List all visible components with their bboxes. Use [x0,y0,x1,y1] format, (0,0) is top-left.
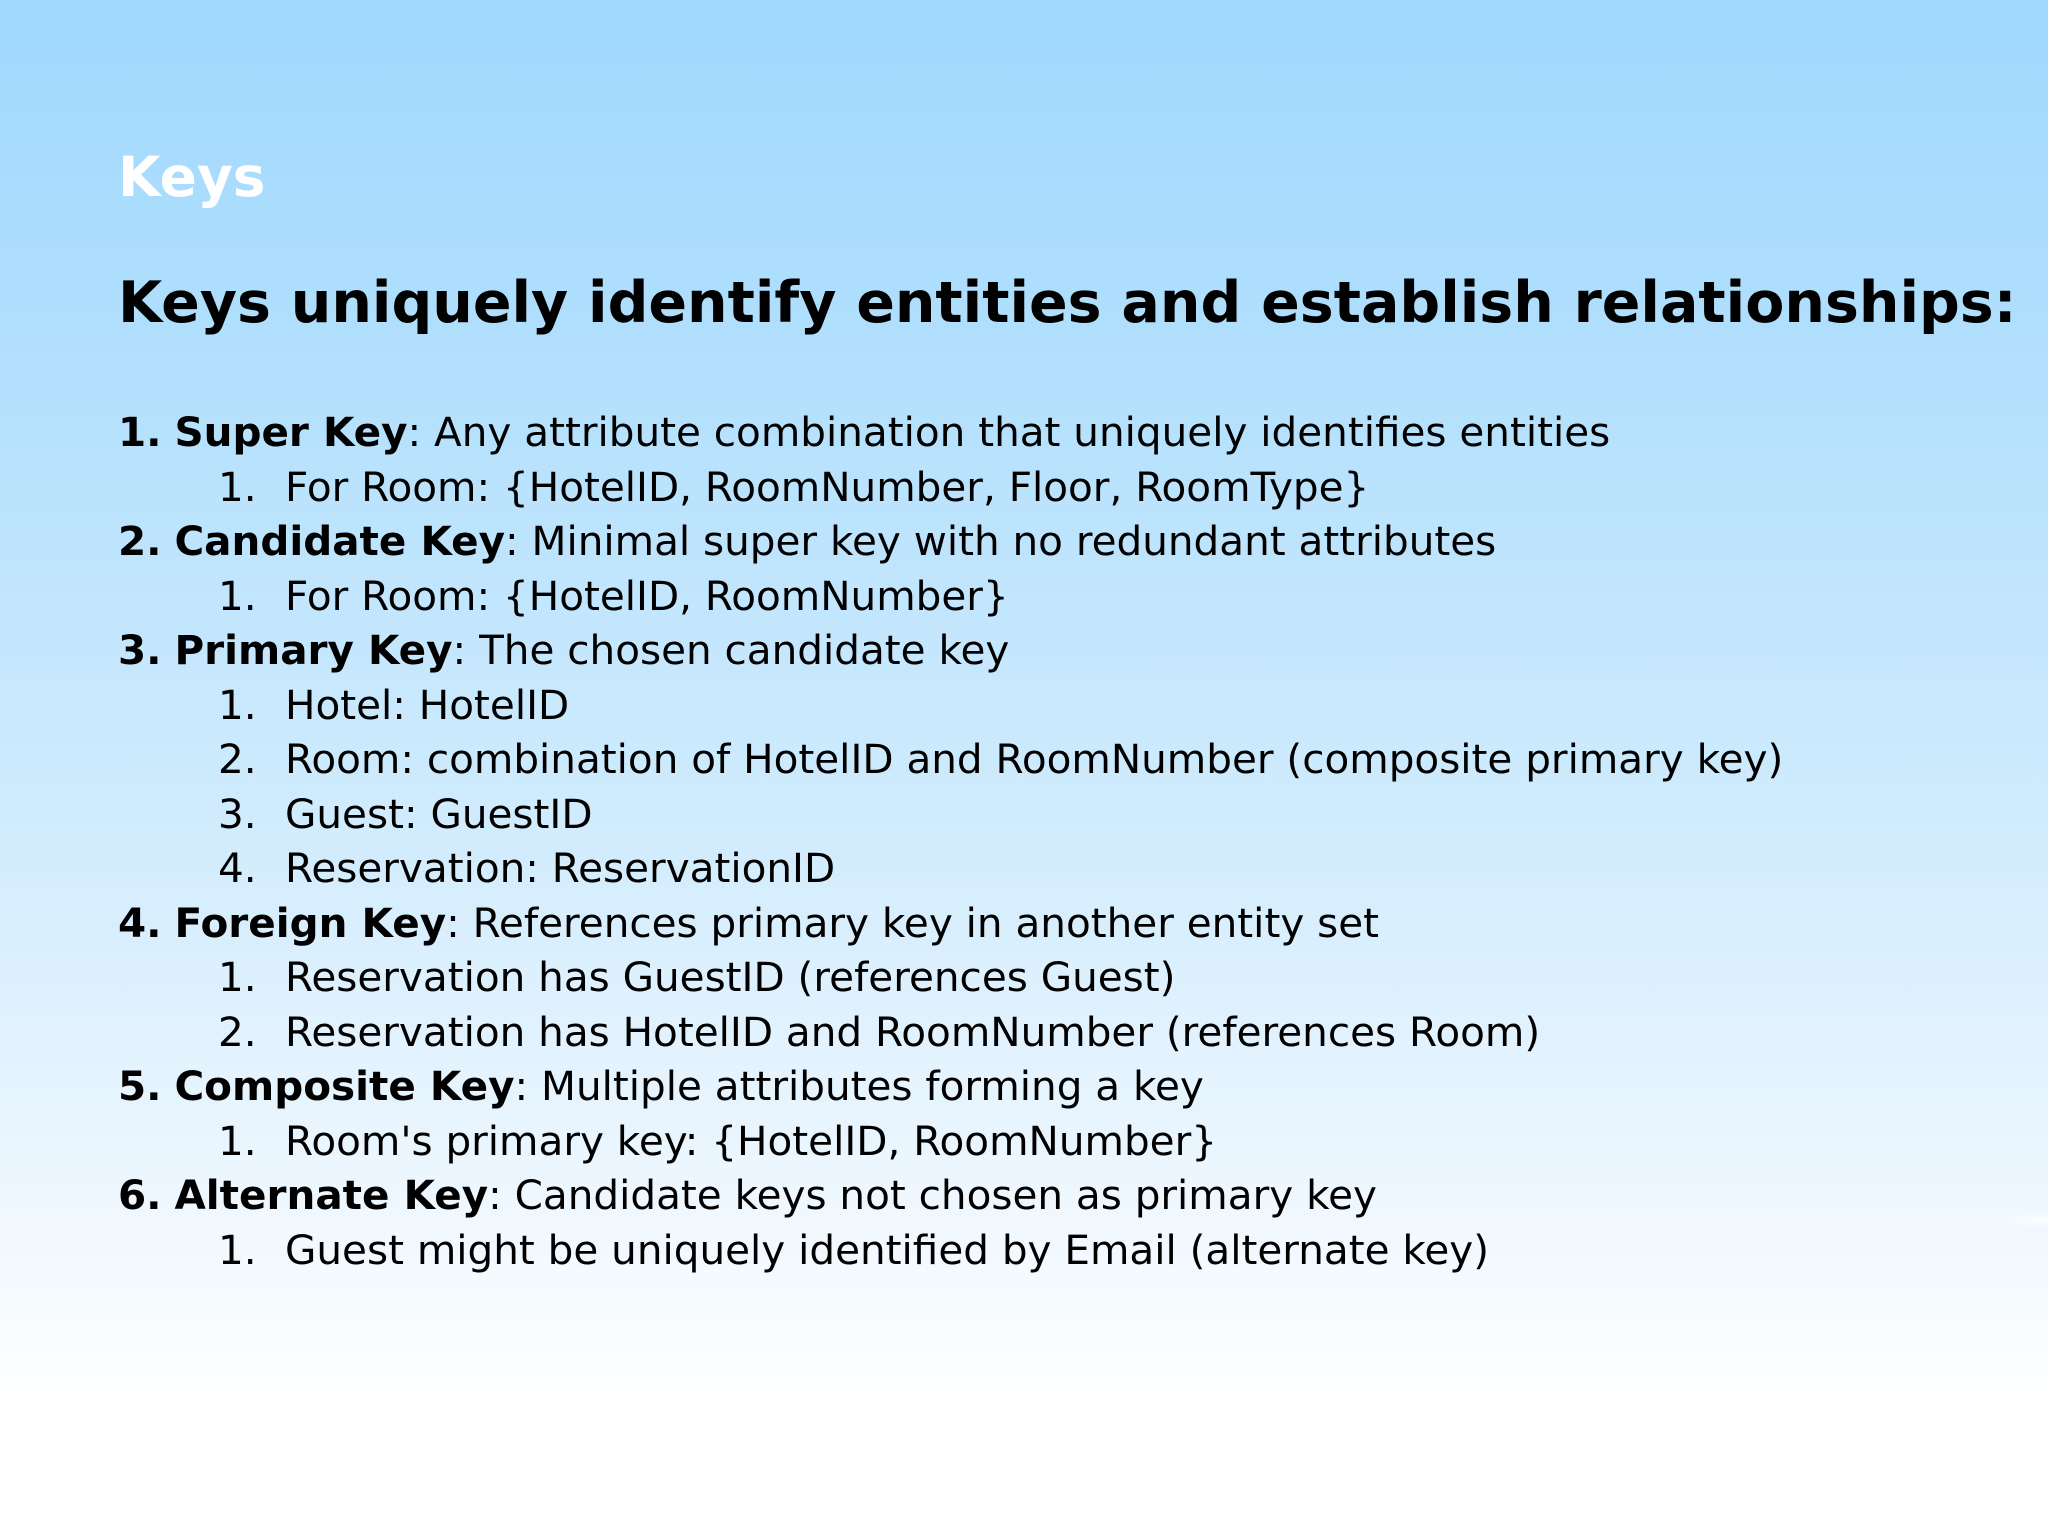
key-examples-list [118,1223,1783,1278]
key-type-foreign-key [118,896,1783,1060]
key-example-item [118,732,1783,787]
key-type-composite-key [118,1059,1783,1168]
key-examples-list [118,678,1783,896]
key-example-item [118,841,1783,896]
key-examples-list [118,950,1783,1059]
key-example-text: For Room: {HotelID, RoomNumber} [285,571,1009,620]
key-example-item [118,787,1783,842]
key-examples-list [118,1114,1783,1169]
key-type-number: 5. [118,1062,162,1110]
key-type-name: Composite Key [174,1062,515,1110]
key-example-number: 1. [218,462,257,511]
key-example-item [118,1005,1783,1060]
key-type-name: Candidate Key [174,517,505,565]
key-example-text: Guest might be uniquely identified by Email (alternate key) [285,1225,1490,1274]
key-type-name: Alternate Key [174,1171,489,1219]
key-example-text: Room: combination of HotelID and RoomNumber (composite primary key) [285,735,1784,783]
key-type-line [118,1059,1783,1114]
key-example-text: Reservation: ReservationID [285,844,836,892]
key-type-number: 2. [118,517,162,565]
key-example-number: 4. [218,844,257,892]
slide-heading: Keys uniquely identify entities and establish relationships: [118,270,2017,336]
key-example-item [118,460,1783,515]
key-type-line [118,896,1783,951]
key-type-name: Primary Key [174,626,453,674]
key-example-number: 2. [218,1007,257,1056]
key-type-description: : Minimal super key with no redundant attributes [505,517,1497,565]
key-type-number: 3. [118,626,162,674]
key-type-description: : References primary key in another entity set [446,898,1380,947]
key-example-item [118,1114,1783,1169]
key-type-name: Super Key [174,408,408,456]
key-example-number: 1. [218,953,257,1001]
key-example-text: Reservation has HotelID and RoomNumber (references Room) [285,1007,1541,1056]
key-example-item [118,678,1783,733]
key-types-list [118,405,1783,1277]
key-example-text: Reservation has GuestID (references Guest) [285,953,1176,1001]
key-example-text: Guest: GuestID [285,789,593,838]
key-examples-list [118,569,1783,624]
key-type-line [118,623,1783,678]
key-example-number: 1. [218,1116,257,1165]
key-example-number: 1. [218,680,257,729]
key-type-primary-key [118,623,1783,896]
key-type-number: 4. [118,898,162,947]
key-type-alternate-key [118,1168,1783,1277]
key-example-text: For Room: {HotelID, RoomNumber, Floor, RoomType} [285,462,1370,511]
key-example-number: 1. [218,571,257,620]
key-type-name: Foreign Key [174,898,447,947]
key-type-candidate-key [118,514,1783,623]
slide-title: Keys [118,145,266,209]
key-example-text: Room's primary key: {HotelID, RoomNumber} [285,1116,1217,1165]
key-type-line [118,405,1783,460]
key-example-item [118,950,1783,1005]
key-type-line [118,1168,1783,1223]
key-example-number: 2. [218,735,257,783]
key-type-line [118,514,1783,569]
key-type-description: : Multiple attributes forming a key [514,1062,1204,1110]
key-type-description: : The chosen candidate key [452,626,1010,674]
key-example-number: 3. [218,789,257,838]
key-type-description: : Any attribute combination that uniquely identifies entities [407,408,1611,456]
key-example-text: Hotel: HotelID [285,680,570,729]
key-type-description: : Candidate keys not chosen as primary key [488,1171,1377,1219]
key-type-super-key [118,405,1783,514]
key-type-number: 6. [118,1171,162,1219]
key-examples-list [118,460,1783,515]
decorative-edge-highlight [1998,1213,2048,1227]
key-example-item [118,569,1783,624]
key-type-number: 1. [118,408,162,456]
key-example-number: 1. [218,1225,257,1274]
key-example-item [118,1223,1783,1278]
